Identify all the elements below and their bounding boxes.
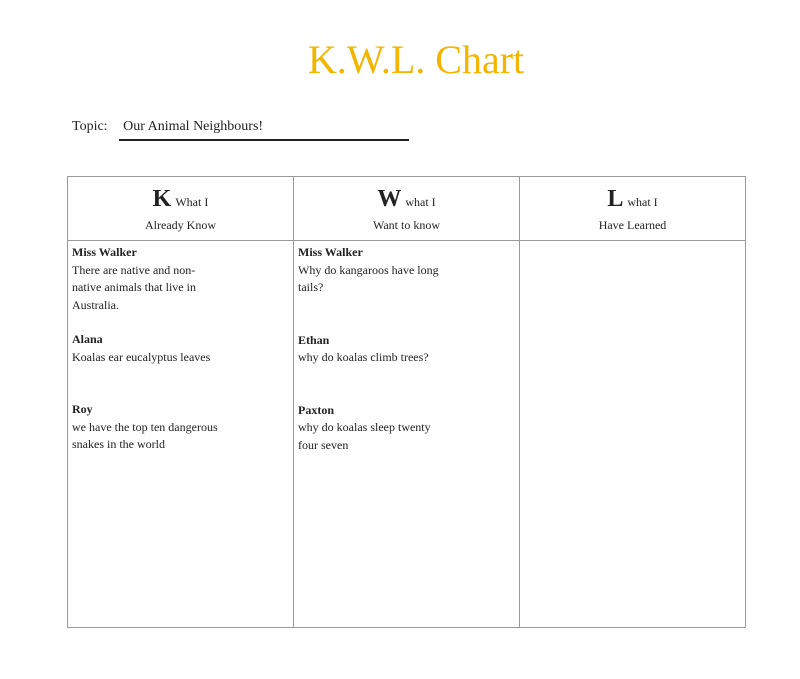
entry-know-miss-walker xyxy=(72,244,289,314)
topic-label: Topic: xyxy=(72,119,108,134)
column-letter-w: W xyxy=(377,186,402,212)
entry-name: Ethan xyxy=(298,332,330,347)
entry-text: Why do kangaroos have long tails? xyxy=(298,262,439,294)
entry-name: Miss Walker xyxy=(298,245,363,259)
want-cell[interactable] xyxy=(294,241,520,627)
entry-name: Miss Walker xyxy=(72,245,137,259)
header-know xyxy=(68,177,294,241)
column-caption-w: what I xyxy=(405,195,436,209)
column-caption-k: What I xyxy=(175,195,209,209)
column-subcaption-l: Have Learned xyxy=(598,218,667,232)
column-letter-k: K xyxy=(152,186,172,212)
column-subcaption-w: Want to know xyxy=(372,218,441,232)
topic-row xyxy=(72,118,409,141)
entry-text: Koalas ear eucalyptus leaves xyxy=(72,349,211,364)
entry-name: Paxton xyxy=(298,402,334,417)
entry-know-alana xyxy=(72,331,289,366)
column-letter-l: L xyxy=(607,186,624,212)
topic-field[interactable]: Our Animal Neighbours! xyxy=(119,118,409,141)
kwl-table xyxy=(67,176,746,628)
entry-want-miss-walker xyxy=(298,244,515,297)
entry-text: why do koalas sleep twenty four seven xyxy=(298,420,431,452)
entry-want-ethan xyxy=(298,332,515,367)
entry-name: Roy xyxy=(72,402,93,416)
know-cell[interactable] xyxy=(68,241,294,627)
entry-know-roy xyxy=(72,401,289,454)
page-title: K.W.L. Chart xyxy=(307,37,525,82)
header-want xyxy=(294,177,520,241)
learned-cell[interactable] xyxy=(520,241,745,627)
column-caption-l: what I xyxy=(627,195,658,209)
entry-text: why do koalas climb trees? xyxy=(298,350,429,364)
entry-text: There are native and non-native animals that live in Australia. xyxy=(72,262,196,312)
entry-name: Alana xyxy=(72,332,103,346)
entry-want-paxton xyxy=(298,402,515,455)
entry-text: we have the top ten dangerous snakes in the world xyxy=(72,419,218,451)
column-subcaption-k: Already Know xyxy=(145,218,216,232)
header-learned xyxy=(520,177,745,241)
